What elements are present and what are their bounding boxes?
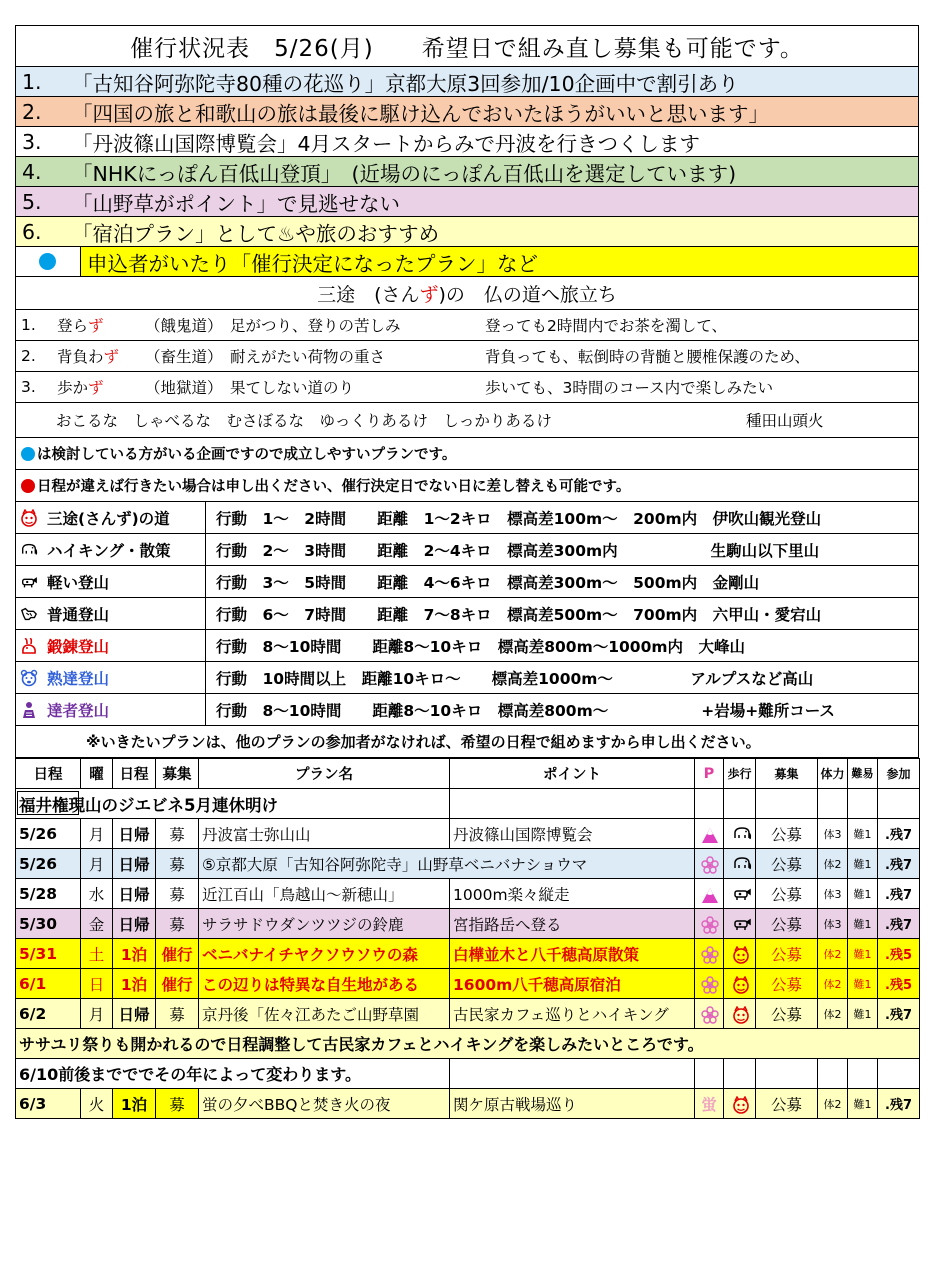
highlight-text: 「NHKにっぽん百低山登頂」 (近場のにっぽん百低山を選定しています) xyxy=(72,161,737,186)
sanzu-num: 2. xyxy=(21,347,36,365)
red-dot-icon xyxy=(21,479,35,493)
row-type: 1泊 xyxy=(113,969,156,999)
sanzu-num: 1. xyxy=(21,316,36,334)
level-name-cell xyxy=(16,502,206,533)
row-stamina: 体2 xyxy=(818,849,848,879)
note-row-2 xyxy=(16,1059,920,1089)
flower-icon xyxy=(701,856,717,872)
row-difficulty: 難1 xyxy=(848,819,878,849)
row-recruit: 公募 xyxy=(756,879,818,909)
highlight-row xyxy=(15,187,919,217)
row-status: 催行 xyxy=(156,939,199,969)
request-note: ※いきたいプランは、他のプランの参加者がなければ、希望の日程で組めますから申し出ください。 xyxy=(15,726,919,758)
row-difficulty: 難1 xyxy=(848,969,878,999)
level-row xyxy=(15,566,919,598)
demon-face-icon xyxy=(732,946,748,962)
elephant-icon xyxy=(732,826,748,842)
row-type: 日帰 xyxy=(113,999,156,1029)
row-type: 日帰 xyxy=(113,819,156,849)
level-name-cell xyxy=(16,630,206,661)
bear-icon xyxy=(20,669,38,687)
sanzu-verb-a: 歩か xyxy=(57,379,89,397)
page-title: 催行状況表 5/26(月) 希望日で組み直し募集も可能です。 xyxy=(15,25,919,67)
table-row xyxy=(16,1089,920,1119)
row-p xyxy=(695,849,724,879)
sanzu-remedy: 登っても2時間内でお茶を濁して、 xyxy=(485,317,728,335)
row-dow: 金 xyxy=(81,909,113,939)
sanzu-remedy: 歩いても、3時間のコース内で楽しみたい xyxy=(485,379,774,397)
table-cell xyxy=(878,789,920,819)
table-row xyxy=(16,999,920,1029)
row-join: .残5 xyxy=(878,939,920,969)
row-join: .残5 xyxy=(878,969,920,999)
row-status: 募 xyxy=(156,909,199,939)
table-cell xyxy=(756,789,818,819)
header-recruit: 募集 xyxy=(756,759,818,789)
row-type: 1泊 xyxy=(113,1089,156,1119)
row-date: 5/26 xyxy=(16,849,81,879)
mountain-person-icon xyxy=(20,701,38,719)
row-date: 6/2 xyxy=(16,999,81,1029)
row-status: 募 xyxy=(156,849,199,879)
row-dow: 火 xyxy=(81,1089,113,1119)
demon-face-icon xyxy=(732,1096,748,1112)
table-cell xyxy=(756,1059,818,1089)
elephant-icon xyxy=(20,541,38,559)
level-detail: 行動 3〜 5時間 距離 4〜6キロ 標高差300m〜 500m内 金剛山 xyxy=(216,573,760,592)
row-dow: 水 xyxy=(81,879,113,909)
row-p xyxy=(695,879,724,909)
row-join: .残7 xyxy=(878,819,920,849)
demon-face-icon xyxy=(732,1006,748,1022)
row-plan: 丹波富士弥山山 xyxy=(199,819,450,849)
level-name: 鍛錬登山 xyxy=(47,637,110,656)
level-row xyxy=(15,662,919,694)
cow-icon xyxy=(20,573,38,591)
table-row xyxy=(16,819,920,849)
header-point: ポイント xyxy=(450,759,695,789)
sanzu-verb xyxy=(57,376,145,398)
row-plan: 蛍の夕べBBQと焚き火の夜 xyxy=(199,1089,450,1119)
sanzu-verb xyxy=(57,314,145,336)
sanzu-verb-b: ず xyxy=(88,379,104,397)
table-cell xyxy=(450,1059,695,1089)
sanzu-title xyxy=(15,277,919,310)
header-dow: 曜 xyxy=(81,759,113,789)
sanzu-verb-b: ず xyxy=(103,348,120,366)
row-p xyxy=(695,819,724,849)
sanzu-title-b: ず xyxy=(419,283,439,306)
header-type: 日程 xyxy=(113,759,156,789)
level-row xyxy=(15,630,919,662)
row-status: 募 xyxy=(156,1089,199,1119)
row-recruit: 公募 xyxy=(756,849,818,879)
row-plan: この辺りは特異な自生地がある xyxy=(199,969,450,999)
demon-face-icon xyxy=(732,976,748,992)
row-plan: 近江百山「鳥越山〜新穂山」 xyxy=(199,879,450,909)
flower-icon xyxy=(701,976,717,992)
sanzu-title-a: 三途 (さん xyxy=(317,283,420,306)
highlight-text: 「山野草がポイント」で見逃せない xyxy=(72,191,400,216)
row-point: 1000m楽々縦走 xyxy=(450,879,695,909)
row-dow: 月 xyxy=(81,849,113,879)
flower-icon xyxy=(701,1006,717,1022)
sanzu-verb-b: ず xyxy=(88,317,104,335)
highlight-number: 6. xyxy=(22,219,42,244)
row-date: 5/28 xyxy=(16,879,81,909)
decided-plans-row xyxy=(15,247,919,277)
cow-icon xyxy=(732,886,748,902)
blue-note-text: は検討している方がいる企画ですので成立しやすいプランです。 xyxy=(37,447,457,463)
row-p xyxy=(695,909,724,939)
row-status: 募 xyxy=(156,819,199,849)
level-row xyxy=(15,598,919,630)
highlight-row xyxy=(15,97,919,127)
table-row xyxy=(16,909,920,939)
flower-icon xyxy=(701,946,717,962)
row-difficulty: 難1 xyxy=(848,999,878,1029)
triangle-mountain-icon xyxy=(701,826,717,842)
triangle-mountain-icon xyxy=(701,886,717,902)
row-dow: 月 xyxy=(81,819,113,849)
level-detail: 行動 1〜 2時間 距離 1〜2キロ 標高差100m〜 200m内 伊吹山観光登山 xyxy=(216,509,822,528)
level-name: 普通登山 xyxy=(47,605,110,624)
row-difficulty: 難1 xyxy=(848,879,878,909)
banner-cell xyxy=(16,789,450,819)
row-walk xyxy=(724,999,756,1029)
row-p xyxy=(695,999,724,1029)
highlight-row xyxy=(15,67,919,97)
highlight-number: 3. xyxy=(22,129,42,154)
sanzu-verb-a: 登ら xyxy=(57,317,89,335)
sanzu-line xyxy=(15,341,919,372)
blue-dot-icon xyxy=(39,253,56,270)
banner-row xyxy=(16,789,920,819)
poet-name: 種田山頭火 xyxy=(746,412,824,430)
tiger-icon xyxy=(20,605,38,623)
highlight-row xyxy=(15,217,919,247)
row-join: .残7 xyxy=(878,1089,920,1119)
banner-box xyxy=(17,791,79,815)
level-name: 熟達登山 xyxy=(47,669,110,688)
highlight-text: 「古知谷阿弥陀寺80種の花巡り」京都大原3回参加/10企画中で割引あり xyxy=(72,71,739,96)
highlight-row xyxy=(15,127,919,157)
row-walk xyxy=(724,879,756,909)
poem-row xyxy=(15,403,919,438)
row-stamina: 体2 xyxy=(818,1089,848,1119)
table-cell xyxy=(848,789,878,819)
cow-icon xyxy=(732,916,748,932)
level-name-cell xyxy=(16,694,206,725)
row-date: 5/31 xyxy=(16,939,81,969)
header-p: P xyxy=(695,759,724,789)
row-join: .残7 xyxy=(878,849,920,879)
row-status: 募 xyxy=(156,879,199,909)
row-join: .残7 xyxy=(878,999,920,1029)
sanzu-title-c: )の 仏の道へ旅立ち xyxy=(438,283,617,306)
row-plan: サラサドウダンツツジの鈴鹿 xyxy=(199,909,450,939)
table-cell xyxy=(818,1059,848,1089)
row-recruit: 公募 xyxy=(756,939,818,969)
blue-dot-icon xyxy=(21,447,35,461)
flower-icon xyxy=(701,916,717,932)
level-row xyxy=(15,502,919,534)
row-point: 関ケ原古戦場巡り xyxy=(450,1089,695,1119)
row-walk xyxy=(724,939,756,969)
row-stamina: 体2 xyxy=(818,939,848,969)
level-detail: 行動 2〜 3時間 距離 2〜4キロ 標高差300m内 生駒山以下里山 xyxy=(216,541,820,560)
highlight-number: 2. xyxy=(22,99,42,124)
level-name-cell xyxy=(16,534,206,565)
schedule-table xyxy=(15,758,920,1119)
table-cell xyxy=(695,1059,724,1089)
sanzu-line xyxy=(15,372,919,403)
level-row xyxy=(15,694,919,726)
row-walk xyxy=(724,909,756,939)
level-name: 軽い登山 xyxy=(47,573,110,592)
row-recruit: 公募 xyxy=(756,999,818,1029)
row-plan: ベニバナイチヤクソウソウの森 xyxy=(199,939,450,969)
row-walk xyxy=(724,1089,756,1119)
level-name: 達者登山 xyxy=(47,701,110,720)
red-note-row xyxy=(15,470,919,502)
table-cell xyxy=(878,1059,920,1089)
row-p xyxy=(695,969,724,999)
row-point: 古民家カフェ巡りとハイキング xyxy=(450,999,695,1029)
rabbit-icon xyxy=(20,637,38,655)
row-type: 日帰 xyxy=(113,909,156,939)
level-row xyxy=(15,534,919,566)
row-plan: 京丹後「佐々江あたご山野草園 xyxy=(199,999,450,1029)
row-dow: 日 xyxy=(81,969,113,999)
row-p: 蛍 xyxy=(695,1089,724,1119)
sanzu-suffering: 足がつり、登りの苦しみ xyxy=(230,317,401,335)
row-status: 募 xyxy=(156,999,199,1029)
table-cell xyxy=(724,1059,756,1089)
row-stamina: 体2 xyxy=(818,969,848,999)
highlight-number: 5. xyxy=(22,189,42,214)
sanzu-suffering: 耐えがたい荷物の重さ xyxy=(230,348,386,366)
sanzu-line xyxy=(15,310,919,341)
status-sheet xyxy=(15,25,919,1119)
table-row xyxy=(16,849,920,879)
poem-text: おこるな しゃべるな むさぼるな ゆっくりあるけ しっかりあるけ xyxy=(56,412,552,430)
table-cell xyxy=(695,789,724,819)
table-cell xyxy=(848,1059,878,1089)
level-detail: 行動 8〜10時間 距離8〜10キロ 標高差800m〜1000m内 大峰山 xyxy=(216,637,746,656)
sanzu-realm: （地獄道） xyxy=(145,379,223,397)
row-difficulty: 難1 xyxy=(848,1089,878,1119)
row-walk xyxy=(724,969,756,999)
table-row xyxy=(16,939,920,969)
decided-dot-cell xyxy=(16,247,81,276)
row-difficulty: 難1 xyxy=(848,939,878,969)
row-stamina: 体3 xyxy=(818,879,848,909)
table-cell xyxy=(818,789,848,819)
level-name-cell xyxy=(16,598,206,629)
note-2: 6/10前後までででその年によって変わります。 xyxy=(16,1059,450,1089)
highlight-text: 「宿泊プラン」として♨や旅のおすすめ xyxy=(72,221,440,246)
demon-face-icon xyxy=(20,509,38,527)
row-stamina: 体3 xyxy=(818,819,848,849)
row-stamina: 体2 xyxy=(818,999,848,1029)
level-detail: 行動 10時間以上 距離10キロ〜 標高差1000m〜 アルプスなど高山 xyxy=(216,669,814,688)
red-note-text: 日程が違えば行きたい場合は申し出ください、催行決定日でない日に差し替えも可能です。 xyxy=(37,479,631,495)
highlight-number: 4. xyxy=(22,159,42,184)
decided-text: 申込者がいたり「催行決定になったプラン」など xyxy=(81,247,918,276)
level-name: 三途(さんず)の道 xyxy=(47,509,170,528)
level-name-cell xyxy=(16,566,206,597)
level-detail: 行動 6〜 7時間 距離 7〜8キロ 標高差500m〜 700m内 六甲山・愛宕山 xyxy=(216,605,822,624)
highlight-text: 「四国の旅と和歌山の旅は最後に駆け込んでおいたほうがいいと思います」 xyxy=(72,101,769,126)
row-date: 6/1 xyxy=(16,969,81,999)
row-point: 1600m八千穂高原宿泊 xyxy=(450,969,695,999)
table-cell xyxy=(450,789,695,819)
header-plan: プラン名 xyxy=(199,759,450,789)
level-name: ハイキング・散策 xyxy=(47,541,171,560)
row-dow: 土 xyxy=(81,939,113,969)
row-difficulty: 難1 xyxy=(848,909,878,939)
blue-note-row xyxy=(15,438,919,470)
elephant-icon xyxy=(732,856,748,872)
sanzu-verb-a: 背負わ xyxy=(57,348,104,366)
sanzu-num: 3. xyxy=(21,378,36,396)
highlight-number: 1. xyxy=(22,69,42,94)
table-header-row xyxy=(16,759,920,789)
note-1: ササユリ祭りも開かれるので日程調整して古民家カフェとハイキングを楽しみたいところです。 xyxy=(16,1029,920,1059)
highlight-text: 「丹波篠山国際博覧会」4月スタートからみで丹波を行きつくします xyxy=(72,131,701,156)
row-date: 5/26 xyxy=(16,819,81,849)
header-date: 日程 xyxy=(16,759,81,789)
highlight-row xyxy=(15,157,919,187)
row-date: 5/30 xyxy=(16,909,81,939)
row-walk xyxy=(724,819,756,849)
row-point: 白樺並木と八千穂高原散策 xyxy=(450,939,695,969)
header-status: 募集 xyxy=(156,759,199,789)
row-type: 日帰 xyxy=(113,879,156,909)
row-difficulty: 難1 xyxy=(848,849,878,879)
sanzu-realm: （畜生道） xyxy=(145,348,223,366)
table-row xyxy=(16,879,920,909)
row-stamina: 体3 xyxy=(818,909,848,939)
sanzu-realm: （餓鬼道） xyxy=(145,317,223,335)
row-recruit: 公募 xyxy=(756,969,818,999)
row-walk xyxy=(724,849,756,879)
level-detail: 行動 8〜10時間 距離8〜10キロ 標高差800m〜 +岩場+難所コース xyxy=(216,701,835,720)
sanzu-suffering: 果てしない道のり xyxy=(230,379,355,397)
row-plan: ⑤京都大原「古知谷阿弥陀寺」山野草ベニバナショウマ xyxy=(199,849,695,879)
header-difficulty: 難易 xyxy=(848,759,878,789)
row-recruit: 公募 xyxy=(756,909,818,939)
header-join: 参加 xyxy=(878,759,920,789)
header-walk: 歩行 xyxy=(724,759,756,789)
row-point: 丹波篠山国際博覧会 xyxy=(450,819,695,849)
header-stamina: 体力 xyxy=(818,759,848,789)
level-name-cell xyxy=(16,662,206,693)
table-row xyxy=(16,969,920,999)
row-type: 1泊 xyxy=(113,939,156,969)
row-point: 宮指路岳へ登る xyxy=(450,909,695,939)
row-recruit: 公募 xyxy=(756,819,818,849)
note-row-1 xyxy=(16,1029,920,1059)
row-join: .残7 xyxy=(878,909,920,939)
row-type: 日帰 xyxy=(113,849,156,879)
sanzu-remedy: 背負っても、転倒時の背髄と腰椎保護のため、 xyxy=(485,348,810,366)
banner-text: 福井権現山のジエビネ5月連休明け xyxy=(19,795,278,815)
row-status: 催行 xyxy=(156,969,199,999)
row-recruit: 公募 xyxy=(756,1089,818,1119)
row-join: .残7 xyxy=(878,879,920,909)
row-dow: 月 xyxy=(81,999,113,1029)
row-p xyxy=(695,939,724,969)
sanzu-verb xyxy=(57,345,145,367)
table-cell xyxy=(724,789,756,819)
row-date: 6/3 xyxy=(16,1089,81,1119)
